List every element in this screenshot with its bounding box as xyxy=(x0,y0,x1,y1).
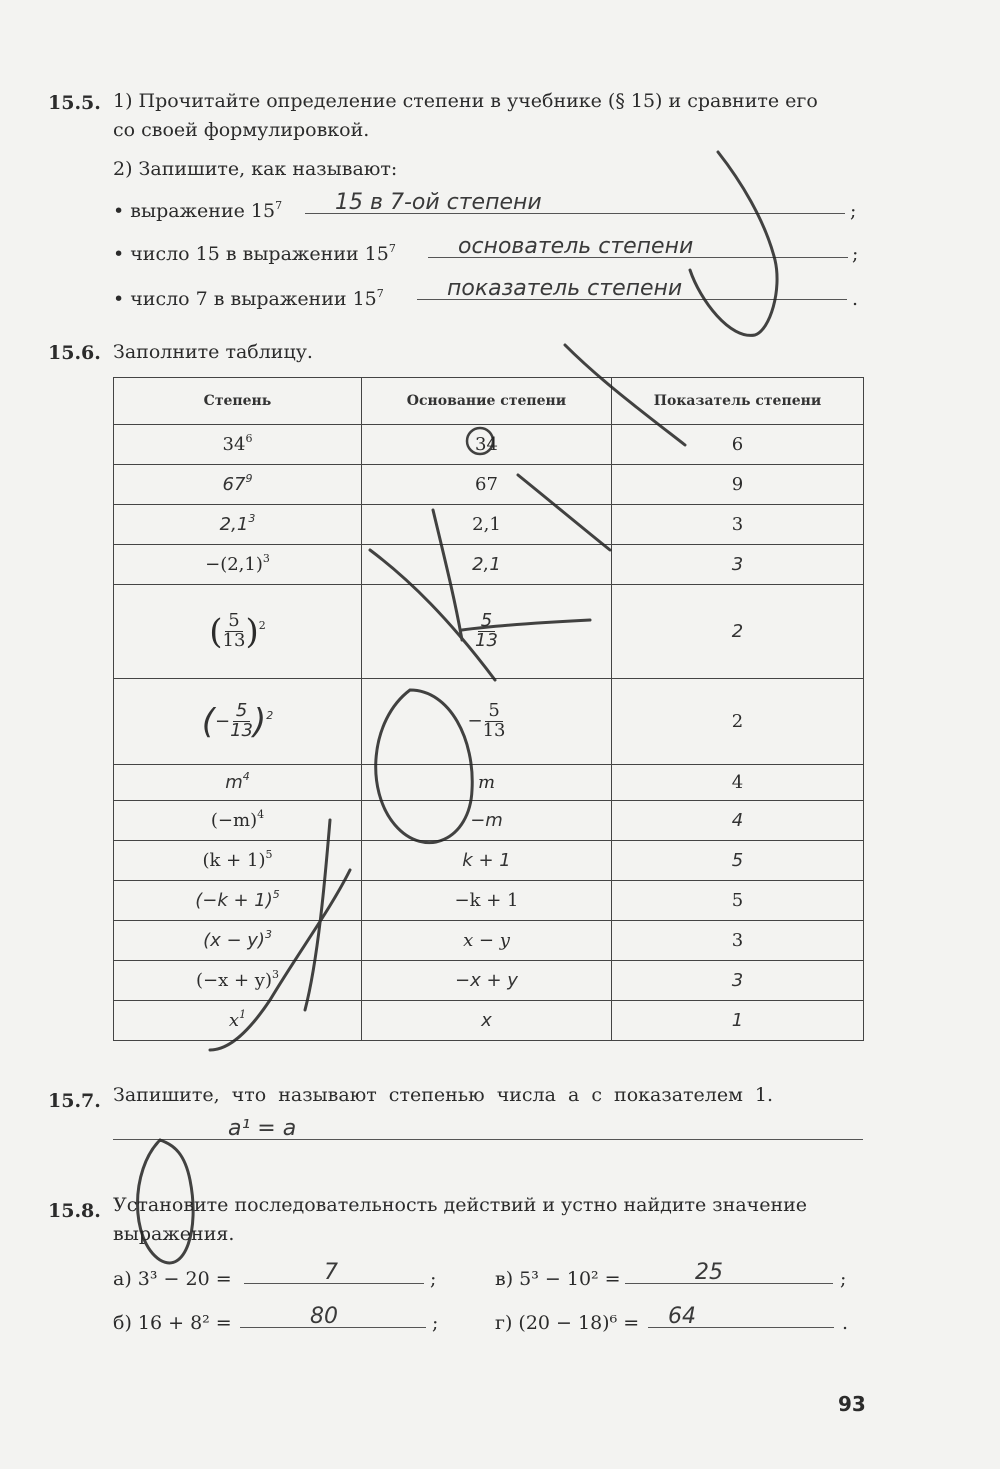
exponent-cell: 3 xyxy=(612,505,864,545)
answer-line[interactable]: 80 xyxy=(240,1306,426,1328)
exponent-cell[interactable]: 5 xyxy=(612,841,864,881)
punctuation: . xyxy=(842,1312,849,1334)
table-row xyxy=(114,801,864,841)
task-label: а) 3³ − 20 = xyxy=(113,1268,232,1290)
bullet-label: число 7 в выражении 15 xyxy=(130,288,377,310)
exponent-cell: 9 xyxy=(612,465,864,505)
base-cell[interactable]: k + 1 xyxy=(362,841,612,881)
power-cell: $(-x + y)^3$ xyxy=(114,961,362,1001)
answer-line[interactable]: 64 xyxy=(648,1306,834,1328)
exponent-cell: 3 xyxy=(612,921,864,961)
exponent-cell[interactable]: 3 xyxy=(612,545,864,585)
column-header: Степень xyxy=(114,378,362,425)
base-cell[interactable]: 2,1 xyxy=(362,545,612,585)
exercise-text: Запишите, что называют степенью числа a с показателем 1. xyxy=(113,1084,774,1106)
table-row xyxy=(114,1001,864,1041)
task-label: г) (20 − 18)⁶ = xyxy=(495,1312,640,1334)
base-cell[interactable]: $\frac{5}{13}$ xyxy=(362,585,612,679)
exercise-number: 15.7. xyxy=(48,1090,101,1112)
task-label: б) 16 + 8² = xyxy=(113,1312,232,1334)
power-cell: $-(2,1)^3$ xyxy=(114,545,362,585)
table-row xyxy=(114,585,864,679)
answer-line[interactable]: 15 в 7-ой степени xyxy=(305,192,845,214)
table-row xyxy=(114,505,864,545)
power-cell[interactable]: $67^9$ xyxy=(114,465,362,505)
bullet-label: выражение 15 xyxy=(130,200,276,222)
base-cell[interactable]: x xyxy=(362,1001,612,1041)
punctuation: ; xyxy=(432,1312,439,1334)
power-cell: $(k + 1)^5$ xyxy=(114,841,362,881)
exercise-text: Заполните таблицу. xyxy=(113,341,313,363)
base-cell: m xyxy=(362,765,612,801)
column-header: Основание степени xyxy=(362,378,612,425)
power-cell: $34^6$ xyxy=(114,425,362,465)
punctuation: ; xyxy=(430,1268,437,1290)
column-header: Показатель степени xyxy=(612,378,864,425)
exponent-cell[interactable]: 3 xyxy=(612,961,864,1001)
answer-line[interactable]: показатель степени xyxy=(417,278,847,300)
answer-line[interactable]: основатель степени xyxy=(428,236,848,258)
answer-line[interactable]: a¹ = a xyxy=(113,1118,863,1140)
power-cell[interactable]: $(x - y)^3$ xyxy=(114,921,362,961)
exponent-cell: 6 xyxy=(612,425,864,465)
base-cell: − $\frac{5}{13}$ xyxy=(362,679,612,765)
table-row xyxy=(114,881,864,921)
exponent: 7 xyxy=(388,242,396,255)
table-row xyxy=(114,841,864,881)
task-label: в) 5³ − 10² = xyxy=(495,1268,621,1290)
table-row xyxy=(114,545,864,585)
table-row xyxy=(114,679,864,765)
power-cell: $x^1$ xyxy=(114,1001,362,1041)
table-header-row xyxy=(114,378,864,425)
exercise-text: 1) Прочитайте определение степени в учебнике (§ 15) и сравните его xyxy=(113,90,818,112)
exercise-number: 15.8. xyxy=(48,1200,101,1222)
exercise-text: 2) Запишите, как называют: xyxy=(113,158,398,180)
power-cell: ( $\frac{5}{13}$ )$^2$ xyxy=(114,585,362,679)
exercise-text: выражения. xyxy=(113,1223,235,1245)
exercise-number: 15.6. xyxy=(48,342,101,364)
power-cell[interactable]: $m^4$ xyxy=(114,765,362,801)
page-number: 93 xyxy=(838,1392,866,1416)
power-cell: $(-m)^4$ xyxy=(114,801,362,841)
exponent: 7 xyxy=(376,287,384,300)
power-cell[interactable]: (− $\frac{5}{13}$ )$^2$ xyxy=(114,679,362,765)
exercise-number: 15.5. xyxy=(48,92,101,114)
table-row xyxy=(114,425,864,465)
table-row xyxy=(114,465,864,505)
base-cell[interactable]: −x + y xyxy=(362,961,612,1001)
answer-line[interactable]: 7 xyxy=(244,1262,424,1284)
exercise-text: со своей формулировкой. xyxy=(113,119,370,141)
bullet-item: • число 7 в выражении $15^7$ xyxy=(113,287,384,310)
exponent-cell[interactable]: 4 xyxy=(612,801,864,841)
answer-line[interactable]: 25 xyxy=(625,1262,833,1284)
exponent-cell[interactable]: 2 xyxy=(612,585,864,679)
punctuation: ; xyxy=(840,1268,847,1290)
bullet-item: • выражение $15^7$ xyxy=(113,199,283,222)
exponent-cell: 4 xyxy=(612,765,864,801)
bullet-item: • число 15 в выражении $15^7$ xyxy=(113,242,396,265)
table-row xyxy=(114,921,864,961)
base-cell[interactable]: −m xyxy=(362,801,612,841)
exponent-cell: 5 xyxy=(612,881,864,921)
punctuation: ; xyxy=(852,243,859,265)
base-cell: −k + 1 xyxy=(362,881,612,921)
table-row xyxy=(114,961,864,1001)
exponent-cell: 2 xyxy=(612,679,864,765)
base-cell: 2,1 xyxy=(362,505,612,545)
table-row xyxy=(114,765,864,801)
base-cell: x − y xyxy=(362,921,612,961)
power-cell[interactable]: $2,1^3$ xyxy=(114,505,362,545)
powers-table xyxy=(113,377,864,1041)
punctuation: . xyxy=(852,288,859,310)
exponent-cell[interactable]: 1 xyxy=(612,1001,864,1041)
bullet-label: число 15 в выражении 15 xyxy=(130,243,389,265)
base-cell[interactable]: 34 xyxy=(362,425,612,465)
exercise-text: Установите последовательность действий и устно найдите значение xyxy=(113,1194,808,1216)
base-cell: 67 xyxy=(362,465,612,505)
exponent: 7 xyxy=(275,199,283,212)
power-cell[interactable]: $(-k + 1)^5$ xyxy=(114,881,362,921)
punctuation: ; xyxy=(850,200,857,222)
